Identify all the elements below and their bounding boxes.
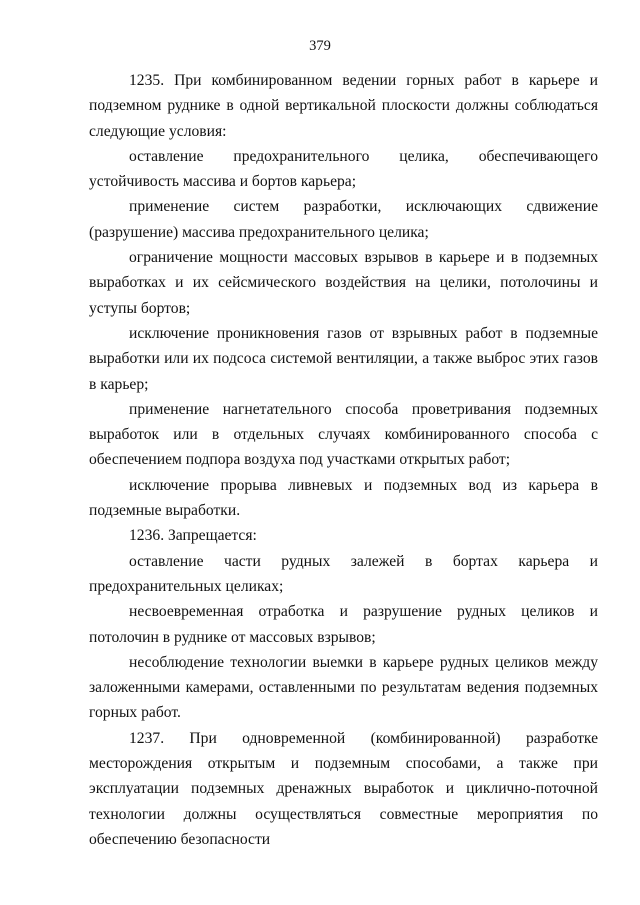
condition-ventilation: применение нагнетательного способа проветривания подземных выработок или в отдельных случаях комбинированного способа с обеспечением подпора воздуха под участками открытых работ; [89, 400, 598, 469]
condition-pillar: оставление предохранительного целика, обеспечивающего устойчивость массива и бортов карьера; [89, 147, 598, 191]
prohibition-ore-leftover: оставление части рудных залежей в бортах карьера и предохранительных целиках; [89, 552, 598, 595]
paragraph-1237: 1237. При одновременной (комбинированной) разработке месторождения открытым и подземным способами, а также при эксплуатации подземных дренажных выработок и циклично-поточной технологии должны осуществляться совместные мероприятия по обеспечению безопасности [89, 729, 598, 848]
paragraph-1235-intro: 1235. При комбинированном ведении горных работ в карьере и подземном руднике в одной вертикальной плоскости должны соблюдаться следующие условия: [89, 72, 598, 140]
condition-blast-limits: ограничение мощности массовых взрывов в карьере и в подземных выработках и их сейсмического воздействия на целики, потолочины и уступы бортов; [89, 249, 598, 317]
document-body [89, 68, 598, 852]
page-number: 379 [309, 38, 331, 54]
condition-gas-exclusion: исключение проникновения газов от взрывных работ в подземные выработки или их подсоса системой вентиляции, а также выброс этих газов в карьер; [89, 324, 598, 393]
condition-mining-systems: применение систем разработки, исключающих сдвижение (разрушение) массива предохранительного целика; [89, 198, 598, 241]
prohibition-technology-violation: несоблюдение технологии выемки в карьере рудных целиков между заложенными камерами, оставленными по результатам ведения подземных горных работ. [89, 653, 598, 722]
paragraph-1236-heading: 1236. Запрещается: [129, 527, 257, 545]
condition-water-breakthrough: исключение прорыва ливневых и подземных вод из карьера в подземные выработки. [89, 476, 598, 520]
prohibition-untimely-extraction: несвоевременная отработка и разрушение рудных целиков и потолочин в руднике от массовых взрывов; [89, 603, 598, 646]
